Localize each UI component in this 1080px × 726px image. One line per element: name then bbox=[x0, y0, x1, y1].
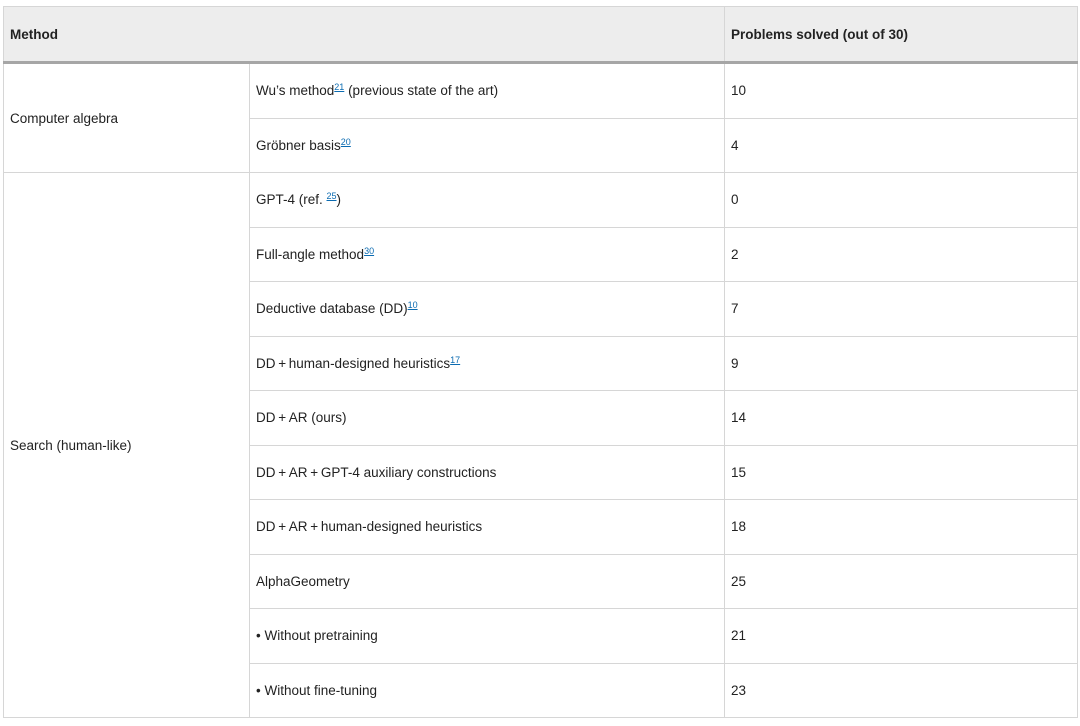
method-cell bbox=[250, 609, 725, 664]
method-cell bbox=[250, 663, 725, 718]
problems-solved-cell: 4 bbox=[725, 118, 1078, 173]
problems-solved-cell: 25 bbox=[725, 554, 1078, 609]
method-label: DD + AR (ours) bbox=[256, 410, 347, 426]
method-label: Full-angle method bbox=[256, 246, 365, 262]
method-suffix: ) bbox=[336, 192, 342, 208]
category-cell bbox=[4, 63, 250, 173]
header-row bbox=[4, 7, 1078, 63]
method-label: Wu’s method bbox=[256, 83, 335, 99]
results-table-container bbox=[3, 6, 1077, 718]
reference-link[interactable]: 25 bbox=[326, 191, 337, 202]
table-row bbox=[4, 173, 1078, 228]
problems-solved-cell: 14 bbox=[725, 391, 1078, 446]
method-label: DD + AR + human-designed heuristics bbox=[256, 519, 483, 535]
problems-solved-cell: 15 bbox=[725, 445, 1078, 500]
method-cell bbox=[250, 500, 725, 555]
table-header bbox=[4, 7, 1078, 63]
problems-solved-cell: 10 bbox=[725, 63, 1078, 119]
problems-solved-cell: 21 bbox=[725, 609, 1078, 664]
method-cell bbox=[250, 173, 725, 228]
method-label: • Without pretraining bbox=[256, 628, 378, 644]
method-cell bbox=[250, 118, 725, 173]
problems-solved-cell: 23 bbox=[725, 663, 1078, 718]
method-cell bbox=[250, 554, 725, 609]
problems-solved-cell: 9 bbox=[725, 336, 1078, 391]
method-suffix: (previous state of the art) bbox=[344, 83, 499, 99]
table-row bbox=[4, 63, 1078, 119]
method-cell bbox=[250, 63, 725, 119]
method-label: Deductive database (DD) bbox=[256, 301, 408, 317]
reference-link[interactable]: 30 bbox=[364, 245, 375, 256]
method-cell bbox=[250, 282, 725, 337]
problems-solved-cell: 2 bbox=[725, 227, 1078, 282]
method-cell bbox=[250, 445, 725, 500]
method-label: • Without fine-tuning bbox=[256, 682, 378, 698]
category-cell bbox=[4, 173, 250, 718]
method-label: Gröbner basis bbox=[256, 137, 341, 153]
category-label: Computer algebra bbox=[10, 110, 119, 126]
reference-link[interactable]: 17 bbox=[450, 354, 461, 365]
problems-column-header: Problems solved (out of 30) bbox=[725, 7, 1078, 63]
reference-link[interactable]: 20 bbox=[340, 136, 351, 147]
method-label: DD + human-designed heuristics bbox=[256, 355, 451, 371]
reference-link[interactable]: 21 bbox=[334, 82, 345, 93]
method-label: AlphaGeometry bbox=[256, 573, 350, 589]
method-cell bbox=[250, 336, 725, 391]
method-label: GPT-4 (ref. bbox=[256, 192, 327, 208]
problems-solved-cell: 18 bbox=[725, 500, 1078, 555]
method-label: DD + AR + GPT-4 auxiliary constructions bbox=[256, 464, 497, 480]
problems-solved-cell: 7 bbox=[725, 282, 1078, 337]
results-table bbox=[3, 6, 1078, 718]
method-column-header: Method bbox=[4, 7, 725, 63]
problems-solved-cell: 0 bbox=[725, 173, 1078, 228]
category-label: Search (human-like) bbox=[10, 437, 132, 453]
reference-link[interactable]: 10 bbox=[407, 300, 418, 311]
method-cell bbox=[250, 227, 725, 282]
method-cell bbox=[250, 391, 725, 446]
